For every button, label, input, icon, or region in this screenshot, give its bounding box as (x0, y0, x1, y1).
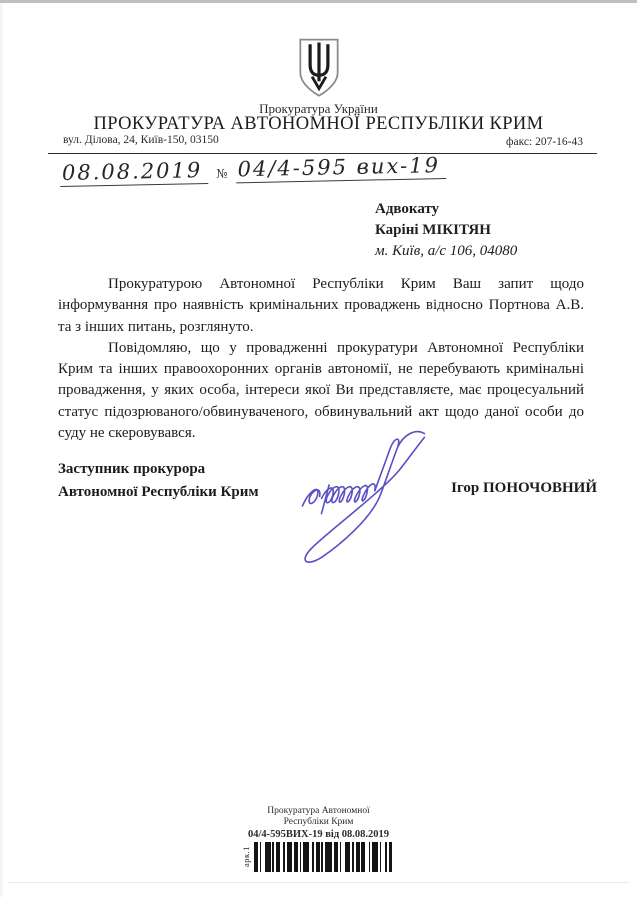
signer-title-block (58, 458, 259, 504)
addressee-block (375, 199, 517, 262)
addressee-salutation: Адвокату (375, 201, 440, 217)
org-parent-line: Прокуратура України (259, 101, 378, 116)
signer-title-line1: Заступник прокурора (58, 461, 206, 477)
addressee-name: Каріні МІКІТЯН (375, 222, 491, 238)
registration-barcode-icon (254, 842, 396, 872)
org-title: ПРОКУРАТУРА АВТОНОМНОЇ РЕСПУБЛІКИ КРИМ (93, 114, 544, 134)
number-sign: № (216, 166, 228, 181)
barcode-row (0, 842, 637, 872)
handwritten-outgoing-number: 04/4-595 вих-19 (235, 153, 446, 183)
registration-footer (0, 806, 637, 840)
scan-edge-top (0, 0, 637, 3)
body-paragraph-2: Повідомляю, що у провадженні прокуратури Автономної Республіки Крим та інших правоохоронних органів автономії, не перебувають кримінальні провадження, у яких особа, інтереси якої Ви представляєте, має процесуальний статус підозрюваного/обвинуваченого, обвинувальний акт щодо даної особи до суду не скеровувався. (58, 339, 584, 442)
footer-doc-ref: 04/4-595ВИХ-19 від 08.08.2019 (247, 829, 390, 840)
body-paragraph-1: Прокуратурою Автономної Республіки Крим Ваш запит щодо інформування про наявність кримінальних проваджень відносно Портнова А.В. та з інших питань, розглянуто. (58, 276, 584, 335)
scan-edge-bottom (8, 882, 629, 883)
footer-org-line1: Прокуратура Автономної (267, 806, 370, 816)
ukraine-trident-emblem-icon (289, 37, 349, 101)
addressee-address: м. Київ, а/с 106, 04080 (375, 243, 518, 259)
letter-body (58, 274, 584, 444)
footer-org-line2: Республіки Крим (283, 817, 354, 827)
letterhead-address: вул. Ділова, 24, Київ-150, 03150 (63, 134, 219, 146)
scan-edge-left (0, 3, 4, 897)
letterhead-fax: факс: 207-16-43 (506, 136, 583, 148)
signer-title-line2: Автономної Республіки Крим (58, 484, 259, 500)
handwritten-reference-line (60, 153, 446, 187)
handwritten-date: 08.08.2019 (60, 158, 209, 187)
signer-name: Ігор ПОНОЧОВНИЙ (451, 480, 597, 496)
handwritten-signature (296, 424, 488, 586)
sheet-count-label: арк.1 (241, 846, 252, 868)
letterhead-divider (48, 153, 597, 154)
